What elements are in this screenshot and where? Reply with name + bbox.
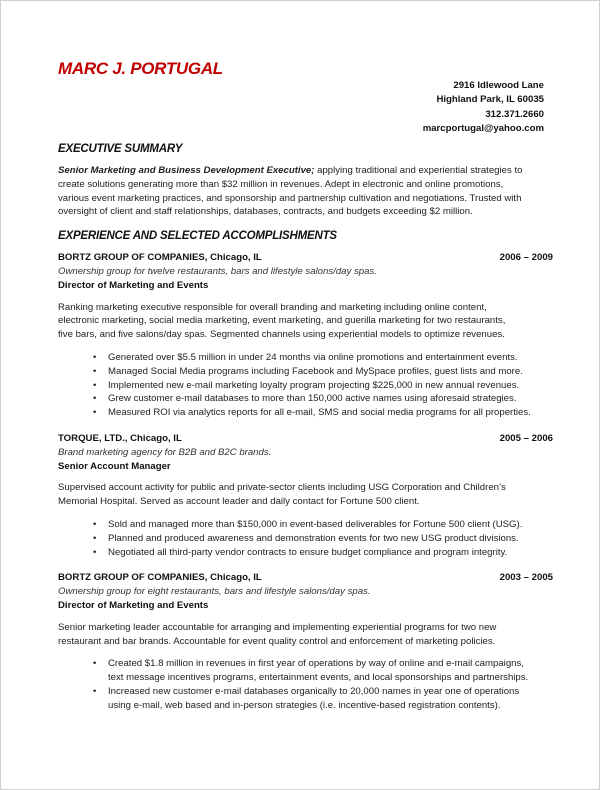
accomplishment-text: Negotiated all third-party vendor contracts to ensure budget compliance and program integrity. <box>108 546 508 558</box>
job-summary-line: Supervised account activity for public and private-sector clients including USG Corporation and Children’s <box>58 482 506 494</box>
job-entry <box>58 432 553 559</box>
job-summary-line: electronic marketing, social media marketing, event marketing, and guerilla marketing for two restaurants, <box>58 315 506 327</box>
accomplishment-text: Sold and managed more than $150,000 in event-based deliverables for Fortune 500 client (USG). <box>108 518 523 530</box>
accomplishment-item <box>58 392 553 406</box>
company-name: BORTZ GROUP OF COMPANIES, Chicago, IL <box>58 572 262 584</box>
bullet-icon: • <box>93 407 97 419</box>
job-summary-line: Ranking marketing executive responsible for overall branding and marketing including online content, <box>58 301 487 313</box>
summary-line: various event marketing practices, and sponsorship and partnership cultivation and negotiations. Trusted with <box>58 192 522 204</box>
accomplishment-text: Created $1.8 million in revenues in first year of operations by way of online and e-mail campaigns, <box>108 658 524 670</box>
accomplishment-text: Planned and produced awareness and demonstration events for two new USG product divisions. <box>108 532 519 544</box>
bullet-icon: • <box>93 518 97 530</box>
summary-line: oversight of client and staff relationships, databases, contracts, and budgets exceeding $2 million. <box>58 206 473 218</box>
job-title: Director of Marketing and Events <box>58 599 209 611</box>
address-line-1: 2916 Idlewood Lane <box>453 80 544 91</box>
accomplishment-text: Increased new customer e-mail databases organically to 20,000 names in year one of operations <box>108 685 520 697</box>
accomplishment-text: using e-mail, web based and in-person strategies (i.e. incentive-based registration contents). <box>108 699 501 711</box>
summary-text: applying traditional and experiential strategies to <box>314 165 523 176</box>
email: marcportugal@yahoo.com <box>422 122 544 134</box>
accomplishment-item <box>58 406 553 420</box>
accomplishment-text: Generated over $5.5 million in under 24 months via online promotions and entertainment events. <box>108 351 518 363</box>
bullet-icon: • <box>93 379 97 391</box>
address-line-2: Highland Park, IL 60035 <box>436 94 544 106</box>
accomplishment-text: Managed Social Media programs including Facebook and MySpace profiles, guest lists and more. <box>108 365 523 377</box>
job-title: Director of Marketing and Events <box>58 279 209 291</box>
resume-content <box>58 142 553 713</box>
accomplishment-item <box>58 685 553 713</box>
accomplishment-item <box>58 518 553 532</box>
jobs-list <box>58 251 553 712</box>
job-entry <box>58 571 553 712</box>
job-summary-line: Memorial Hospital. Served as account leader and daily contact for Fortune 500 client. <box>58 496 420 508</box>
company-name: TORQUE, LTD., Chicago, IL <box>58 432 182 444</box>
bullet-icon: • <box>93 351 97 363</box>
job-summary <box>58 621 553 649</box>
job-summary-line: Senior marketing leader accountable for arranging and implementing experiential programs for two new <box>58 621 497 633</box>
accomplishments-list <box>58 657 553 712</box>
experience-heading: EXPERIENCE AND SELECTED ACCOMPLISHMENTS <box>58 230 337 243</box>
job-summary <box>58 481 553 509</box>
candidate-name: MARC J. PORTUGAL <box>58 59 223 78</box>
bullet-icon: • <box>93 685 97 697</box>
job-summary-line: five bars, and five salons/day spas. Segmented channels using experiential models to optimize revenues. <box>58 329 505 341</box>
job-dates: 2003 – 2005 <box>499 572 553 584</box>
accomplishments-list <box>58 518 553 559</box>
company-name: BORTZ GROUP OF COMPANIES, Chicago, IL <box>58 252 262 264</box>
job-header <box>58 251 553 265</box>
accomplishment-text: Implemented new e-mail marketing loyalty program projecting $225,000 in new annual revenues. <box>108 379 520 391</box>
phone: 312.371.2660 <box>485 108 544 120</box>
accomplishment-text: Grew customer e-mail databases to more than 150,000 active names using aforesaid strategies. <box>108 393 517 405</box>
job-header <box>58 432 553 446</box>
bullet-icon: • <box>93 393 97 405</box>
company-description: Ownership group for eight restaurants, bars and lifestyle salons/day spas. <box>58 586 371 598</box>
job-summary-line: restaurant and bar brands. Accountable for event quality control and enforcement of marketing policies. <box>58 635 496 647</box>
contact-block <box>423 79 544 136</box>
accomplishment-item <box>58 532 553 546</box>
accomplishment-text: text message incentives programs, entertainment events, and local sponsorships and partnerships. <box>108 672 529 684</box>
job-header <box>58 571 553 585</box>
summary-heading: EXECUTIVE SUMMARY <box>58 143 183 155</box>
bullet-icon: • <box>93 546 97 558</box>
accomplishment-item <box>58 379 553 393</box>
accomplishments-list <box>58 351 553 420</box>
accomplishment-item <box>58 365 553 379</box>
bullet-icon: • <box>93 658 97 670</box>
job-dates: 2006 – 2009 <box>499 252 553 264</box>
job-title: Senior Account Manager <box>58 460 171 472</box>
job-dates: 2005 – 2006 <box>499 432 553 444</box>
bullet-icon: • <box>93 532 97 544</box>
summary-line <box>58 164 553 178</box>
bullet-icon: • <box>93 365 97 377</box>
accomplishment-text: Measured ROI via analytics reports for all e-mail, SMS and social media programs for all properties. <box>108 407 531 419</box>
summary-line: create solutions generating more than $32 million in revenues. Adept in electronic and online promotions, <box>58 178 504 190</box>
accomplishment-item <box>58 546 553 560</box>
company-description: Brand marketing agency for B2B and B2C brands. <box>58 446 272 458</box>
summary-lead: Senior Marketing and Business Development Executive; <box>58 165 315 176</box>
summary-paragraph <box>58 164 553 219</box>
accomplishment-item <box>58 351 553 365</box>
job-entry <box>58 251 553 420</box>
accomplishment-item <box>58 657 553 685</box>
job-summary <box>58 301 553 342</box>
company-description: Ownership group for twelve restaurants, bars and lifestyle salons/day spas. <box>58 265 377 277</box>
